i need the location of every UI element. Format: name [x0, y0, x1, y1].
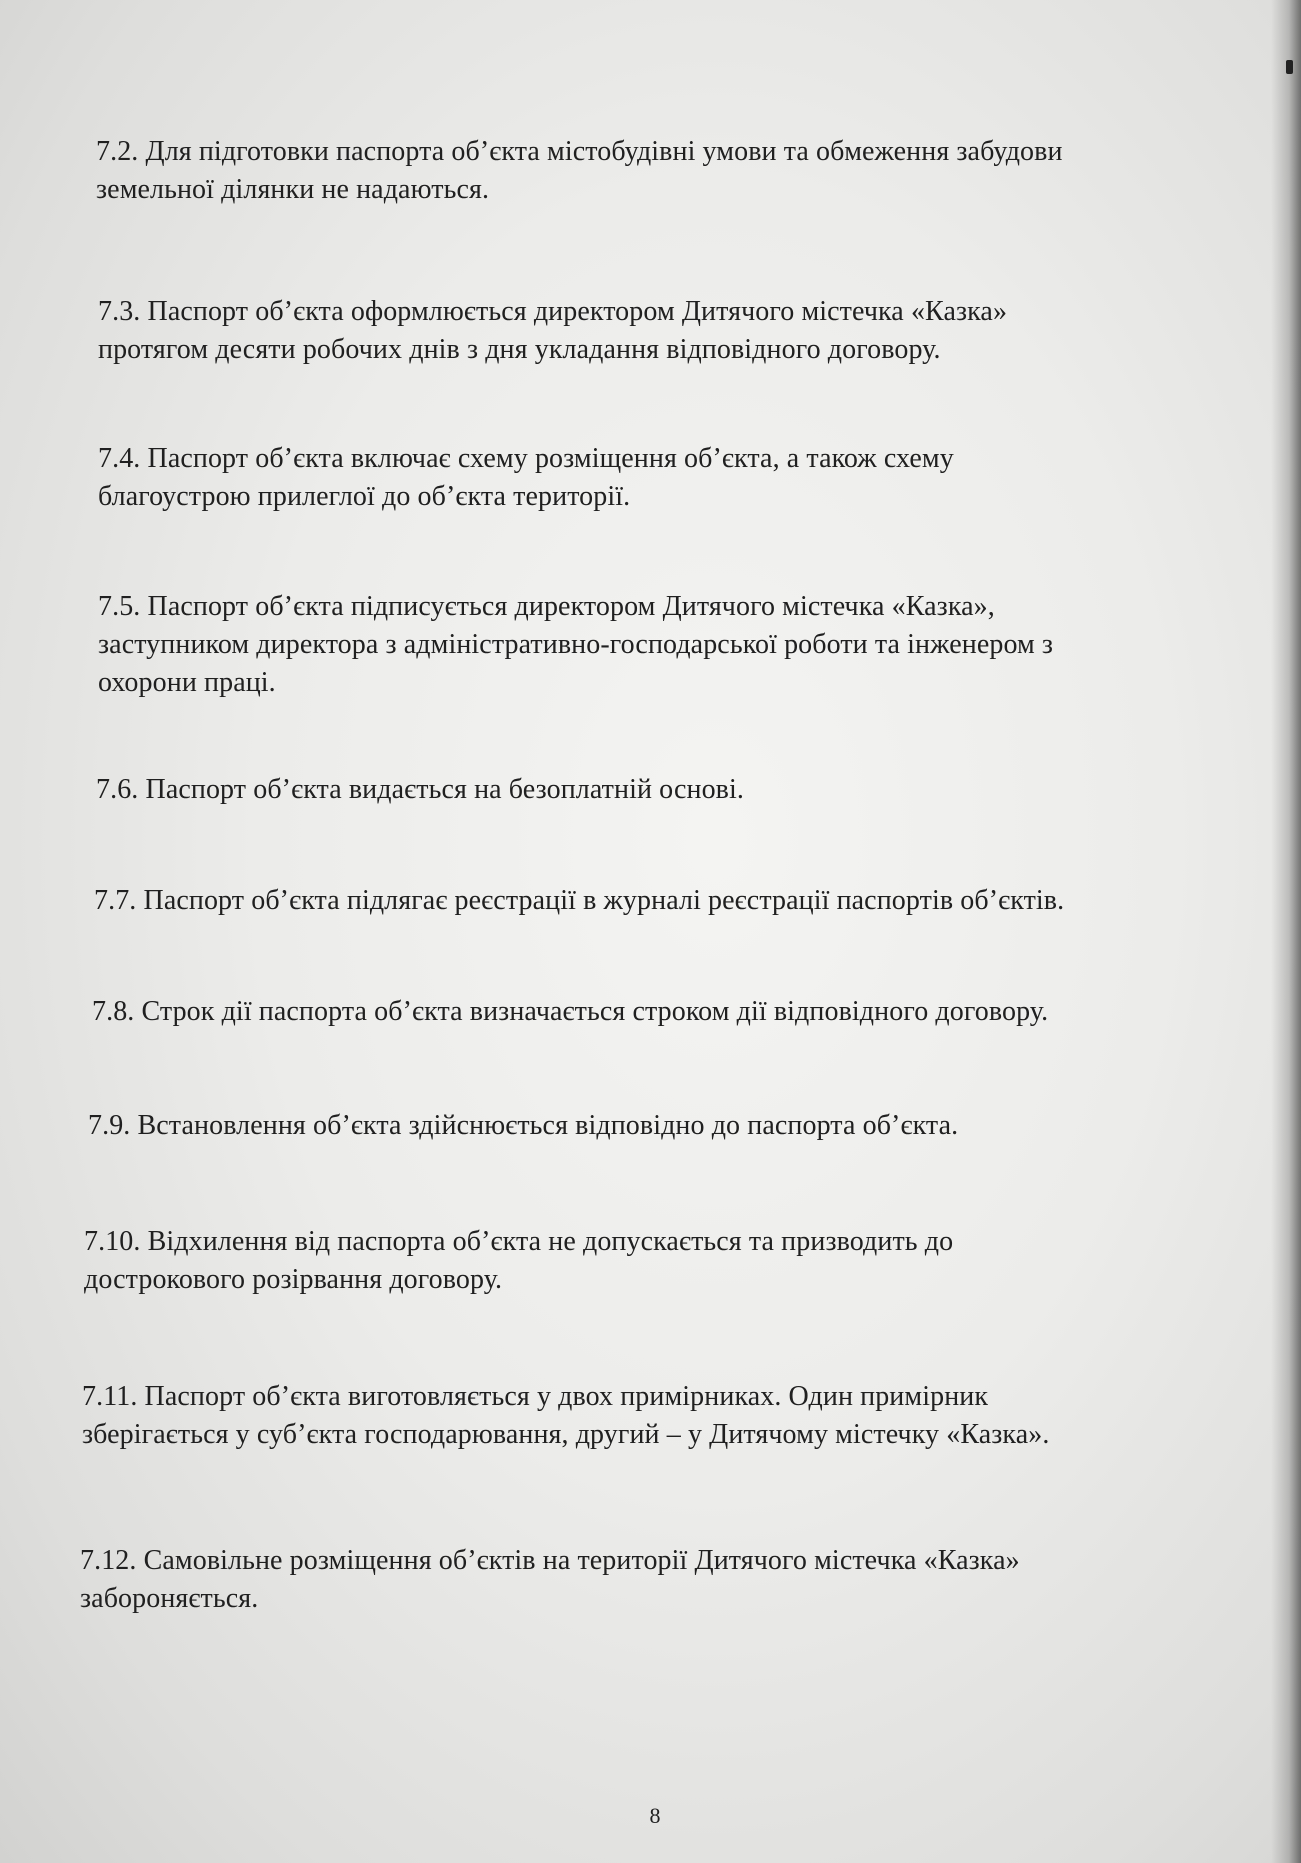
paragraph-7-12: [80, 1542, 1020, 1618]
paragraph-7-6: [96, 771, 744, 809]
paragraph-7-3-line-1: 7.3. Паспорт об’єкта оформлюється директором Дитячого містечка «Казка»: [98, 296, 1008, 327]
paragraph-7-3: [98, 293, 1007, 369]
paragraph-7-5-line-3: охорони праці.: [98, 667, 276, 698]
paragraph-7-10-line-2: дострокового розірвання договору.: [84, 1264, 503, 1295]
paragraph-7-11-line-1: 7.11. Паспорт об’єкта виготовляється у двох примірниках. Один примірник: [82, 1381, 989, 1412]
page-number: 8: [649, 1803, 661, 1828]
paragraph-7-8: [92, 993, 1048, 1031]
paragraph-7-3-line-2: протягом десяти робочих днів з дня укладання відповідного договору.: [98, 334, 941, 365]
paragraph-7-5: [98, 588, 1053, 702]
paragraph-7-2: [96, 133, 1063, 209]
paragraph-7-9-line-1: 7.9. Встановлення об’єкта здійснюється відповідно до паспорта об’єкта.: [88, 1110, 959, 1141]
paragraph-7-5-line-1: 7.5. Паспорт об’єкта підписується директором Дитячого містечка «Казка»,: [98, 591, 995, 622]
paragraph-7-5-line-2: заступником директора з адміністративно-господарської роботи та інженером з: [98, 629, 1054, 660]
paragraph-7-6-line-1: 7.6. Паспорт об’єкта видається на безоплатній основі.: [96, 774, 744, 805]
paragraph-7-11: [82, 1378, 1049, 1454]
paragraph-7-12-line-1: 7.12. Самовільне розміщення об’єктів на території Дитячого містечка «Казка»: [80, 1545, 1020, 1576]
paragraph-7-11-line-2: зберігається у суб’єкта господарювання, другий – у Дитячому містечку «Казка».: [82, 1419, 1050, 1450]
paragraph-7-9: [88, 1107, 958, 1145]
paragraph-7-7-line-1: 7.7. Паспорт об’єкта підлягає реєстрації в журналі реєстрації паспортів об’єктів.: [94, 885, 1065, 916]
paragraph-7-2-line-1: 7.2. Для підготовки паспорта об’єкта містобудівні умови та обмеження забудови: [96, 136, 1063, 167]
paragraph-7-2-line-2: земельної ділянки не надаються.: [96, 174, 490, 205]
paragraph-7-8-line-1: 7.8. Строк дії паспорта об’єкта визначається строком дії відповідного договору.: [92, 996, 1049, 1027]
paragraph-7-4-line-2: благоустрою прилеглої до об’єкта території.: [98, 481, 631, 512]
paragraph-7-4-line-1: 7.4. Паспорт об’єкта включає схему розміщення об’єкта, а також схему: [98, 443, 954, 474]
paragraph-7-10: [84, 1223, 953, 1299]
binding-mark: [1286, 60, 1293, 74]
paragraph-7-7: [94, 882, 1064, 920]
paragraph-7-12-line-2: забороняється.: [80, 1583, 259, 1614]
paragraph-7-10-line-1: 7.10. Відхилення від паспорта об’єкта не допускається та призводить до: [84, 1226, 954, 1257]
page-edge-shadow: [1271, 0, 1301, 1863]
paragraph-7-4: [98, 440, 954, 516]
